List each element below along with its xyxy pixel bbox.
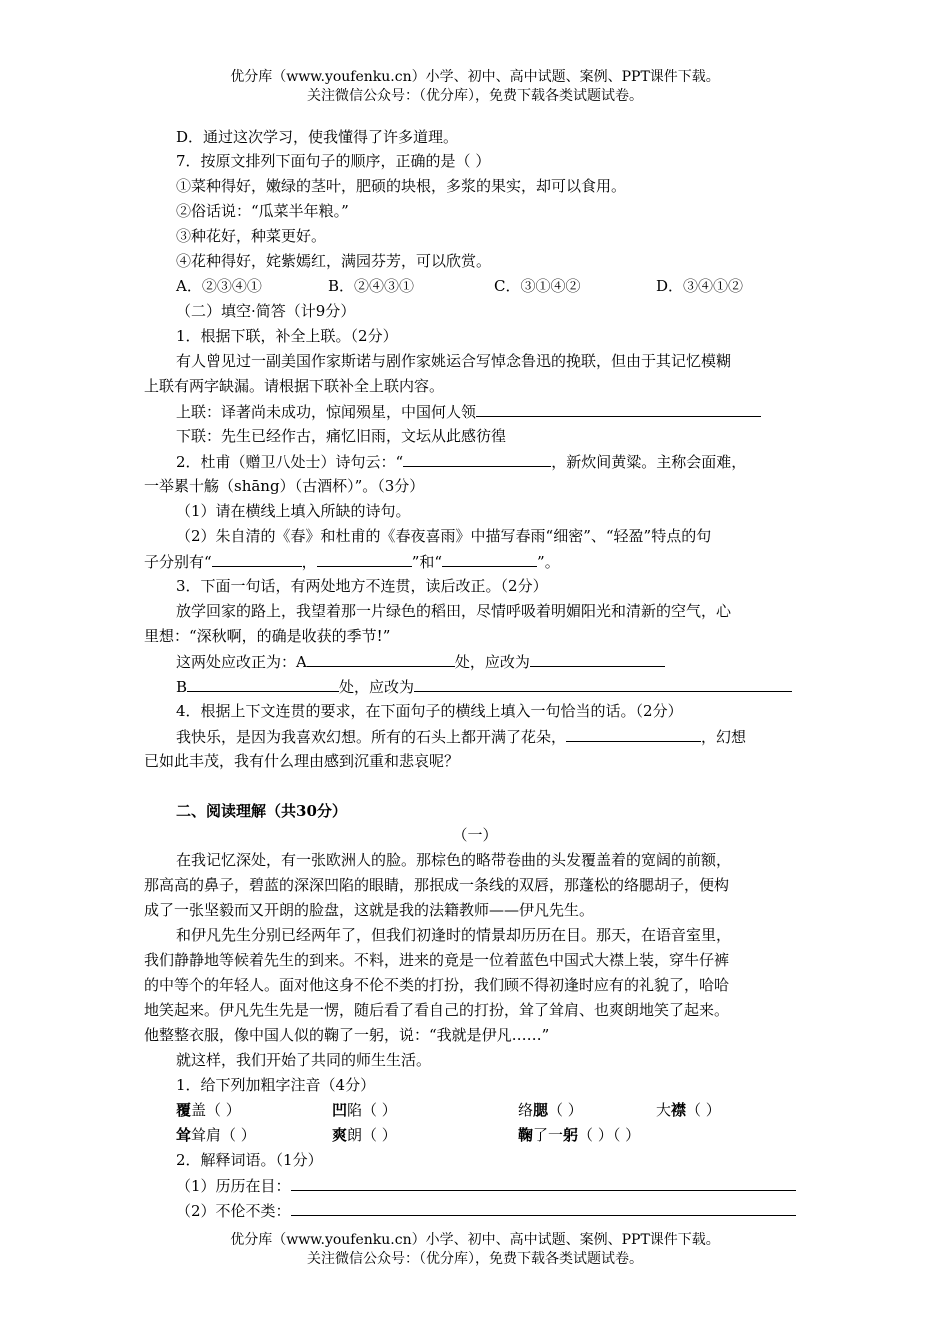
q7-option-a: A．②③④①	[176, 277, 262, 295]
fill2-text-4: ”。	[537, 553, 560, 571]
pinyin-item[interactable]	[518, 1125, 640, 1145]
q2-item-2-label: （2）不伦不类：	[176, 1202, 291, 1220]
fill4-para-line-2: 已如此丰茂，我有什么理由感到沉重和悲哀呢？	[144, 752, 460, 770]
fill2-poem-blank[interactable]	[403, 451, 551, 467]
q2-item-1-label: （1）历历在目：	[176, 1177, 291, 1195]
fill2-line-2: 一举累十觞（shāng）（古酒杯）”。（3分）	[144, 477, 425, 495]
fill3-answer-a	[176, 651, 665, 672]
passage-p1-line-1: 在我记忆深处，有一张欧洲人的脸。那棕色的略带卷曲的头发覆盖着的宽阔的前额，	[176, 851, 732, 869]
fill2-sub-1: （1）请在横线上填入所缺的诗句。	[176, 502, 411, 520]
passage-p2-line-3: 的中等个的年轻人。面对他这身不伦不类的打扮，我们顾不得初逢时应有的礼貌了，哈哈	[144, 976, 730, 994]
fill1-lower-couplet: 下联：先生已经作古，痛忆旧雨，文坛从此感彷徨	[176, 427, 507, 445]
passage-p2-line-1: 和伊凡先生分别已经两年了，但我们初逢时的情景却历历在目。那天，在语音室里，	[176, 926, 732, 944]
pinyin-paren: （ ）	[686, 1101, 721, 1119]
pinyin-item[interactable]	[656, 1100, 721, 1120]
fill2-blank-2[interactable]	[317, 551, 412, 567]
q7-sentence-2: ②俗话说：“瓜菜半年粮。”	[176, 202, 349, 220]
footer-line-1: 优分库（www.youfenku.cn）小学、初中、高中试题、案例、PPT课件下载。	[230, 1232, 720, 1248]
fill3-para-line-1: 放学回家的路上，我望着那一片绿色的稻田，尽情呼吸着明媚阳光和清新的空气，心	[176, 602, 732, 620]
passage-p2-line-2: 我们静静地等候着先生的到来。不料，进来的竟是一位着蓝色中国式大襟上装，穿牛仔裤	[144, 951, 730, 969]
pinyin-paren: 朗（ ）	[347, 1126, 397, 1144]
pinyin-paren: （ ）	[548, 1101, 583, 1119]
pinyin-item[interactable]	[176, 1100, 332, 1120]
fill1-para-line-1: 有人曾见过一副美国作家斯诺与剧作家姚运合写悼念鲁迅的挽联，但由于其记忆模糊	[176, 352, 732, 370]
fill4-text-a: 我快乐，是因为我喜欢幻想。所有的石头上都开满了花朵，	[176, 728, 567, 746]
fill2-text-2: ，	[301, 553, 317, 571]
fill3-b-blank-2[interactable]	[414, 676, 792, 692]
passage-p2-line-5: 他整整衣服，像中国人似的鞠了一躬，说：“我就是伊凡……”	[144, 1026, 550, 1044]
q7-options	[176, 276, 743, 296]
header-line-1: 优分库（www.youfenku.cn）小学、初中、高中试题、案例、PPT课件下载。	[230, 69, 720, 85]
passage-p3: 就这样，我们开始了共同的师生生活。	[176, 1051, 432, 1069]
q7-sentence-1: ①菜种得好，嫩绿的茎叶，肥硕的块根，多浆的果实，却可以食用。	[176, 177, 627, 195]
pinyin-paren: （ ）（ ）	[578, 1126, 641, 1144]
q7-stem: 7．按原文排列下面句子的顺序，正确的是（ ）	[176, 152, 491, 170]
bold-char: 爽	[332, 1126, 348, 1144]
plain-char: 络	[518, 1101, 534, 1119]
fill1-upper-blank[interactable]	[476, 401, 761, 417]
bold-char: 耸	[176, 1126, 192, 1144]
fill4-stem: 4．根据上下文连贯的要求，在下面句子的横线上填入一句恰当的话。（2分）	[176, 702, 683, 720]
fill2-sub-2-answers	[144, 551, 560, 572]
fill2-blank-3[interactable]	[442, 551, 537, 567]
q6-option-d: D．通过这次学习，使我懂得了许多道理。	[176, 128, 459, 146]
fill3-a-blank-2[interactable]	[530, 651, 665, 667]
bold-char: 覆	[176, 1101, 192, 1119]
fill2-sub-2: （2）朱自清的《春》和杜甫的《春夜喜雨》中描写春雨“细密”、“轻盈”特点的句	[176, 527, 712, 545]
pinyin-row-1	[176, 1100, 721, 1120]
header-line-2: 关注微信公众号：（优分库），免费下载各类试题试卷。	[307, 88, 643, 104]
fill3-b-label: B	[176, 678, 188, 696]
q7-sentence-3: ③种花好，种菜更好。	[176, 227, 327, 245]
fill3-b-blank-1[interactable]	[187, 676, 339, 692]
reading-q2-stem: 2．解释词语。（1分）	[176, 1151, 323, 1169]
footer-line-2: 关注微信公众号：（优分库），免费下载各类试题试卷。	[307, 1251, 643, 1267]
fill3-para-line-2: 里想：“深秋啊，的确是收获的季节!”	[144, 627, 391, 645]
fill1-upper-text: 上联：译著尚未成功，惊闻殒星，中国何人领	[176, 403, 477, 421]
pinyin-item[interactable]	[176, 1125, 332, 1145]
bold-char: 鞠	[518, 1126, 534, 1144]
fill2-blank-1[interactable]	[212, 551, 302, 567]
reading-q2-item-1	[176, 1175, 796, 1196]
bold-char: 腮	[533, 1101, 549, 1119]
pinyin-item[interactable]	[518, 1100, 656, 1120]
pinyin-paren: 盖（ ）	[191, 1101, 241, 1119]
pinyin-item[interactable]	[332, 1100, 518, 1120]
fill3-a-blank-1[interactable]	[307, 651, 455, 667]
bold-char: 躬	[563, 1126, 579, 1144]
fill3-stem: 3．下面一句话，有两处地方不连贯，读后改正。（2分）	[176, 577, 548, 595]
plain-chars: 了一	[533, 1126, 564, 1144]
fill3-answer-b	[176, 676, 792, 697]
part2-subtitle: （一）	[452, 826, 498, 844]
passage-p1-line-3: 成了一张坚毅而又开朗的脸盘，这就是我的法籍教师——伊凡先生。	[144, 901, 595, 919]
fill2-line-1	[176, 451, 746, 472]
reading-q1-stem: 1．给下列加粗字注音（4分）	[176, 1076, 376, 1094]
q7-option-b: B．②④③①	[328, 277, 415, 295]
pinyin-row-2	[176, 1125, 640, 1145]
plain-char: 大	[656, 1101, 672, 1119]
q7-sentence-4: ④花种得好，姹紫嫣红，满园芬芳，可以欣赏。	[176, 252, 492, 270]
fill4-blank[interactable]	[566, 726, 701, 742]
bold-char: 襟	[671, 1101, 687, 1119]
pinyin-paren: 耸肩（ ）	[191, 1126, 256, 1144]
fill3-a-label: 这两处应改正为：A	[176, 653, 307, 671]
fill1-upper-couplet	[176, 401, 761, 422]
pinyin-item[interactable]	[332, 1125, 518, 1145]
fill3-b-text: 处，应改为	[339, 678, 415, 696]
q7-option-c: C．③①④②	[494, 277, 581, 295]
fill2-text-b: ，新炊间黄粱。主称会面难，	[551, 453, 747, 471]
passage-p1-line-2: 那高高的鼻子，碧蓝的深深凹陷的眼睛，那抿成一条线的双唇，那蓬松的络腮胡子，便构	[144, 876, 730, 894]
q2-item-2-blank[interactable]	[291, 1200, 796, 1216]
fill2-text-3: ”和“	[411, 553, 443, 571]
q7-option-d: D．③④①②	[656, 277, 744, 295]
fill2-text-a: 2．杜甫（赠卫八处士）诗句云：“	[176, 453, 404, 471]
part2-title: 二、阅读理解（共30分）	[176, 802, 347, 820]
reading-q2-item-2	[176, 1200, 796, 1221]
section-2-title: （二）填空·简答（计9分）	[176, 302, 356, 320]
fill4-para-line-1	[176, 726, 746, 747]
pinyin-paren: 陷（ ）	[347, 1101, 397, 1119]
bold-char: 凹	[332, 1101, 348, 1119]
fill4-text-b: ，幻想	[701, 728, 747, 746]
fill1-para-line-2: 上联有两字缺漏。请根据下联补全上联内容。	[144, 377, 445, 395]
fill2-text-1: 子分别有“	[144, 553, 212, 571]
fill1-stem: 1．根据下联，补全上联。（2分）	[176, 327, 398, 345]
passage-p2-line-4: 地笑起来。伊凡先生先是一愣，随后看了看自己的打扮，耸了耸肩、也爽朗地笑了起来。	[144, 1001, 730, 1019]
q2-item-1-blank[interactable]	[291, 1175, 796, 1191]
fill3-a-text: 处，应改为	[454, 653, 530, 671]
